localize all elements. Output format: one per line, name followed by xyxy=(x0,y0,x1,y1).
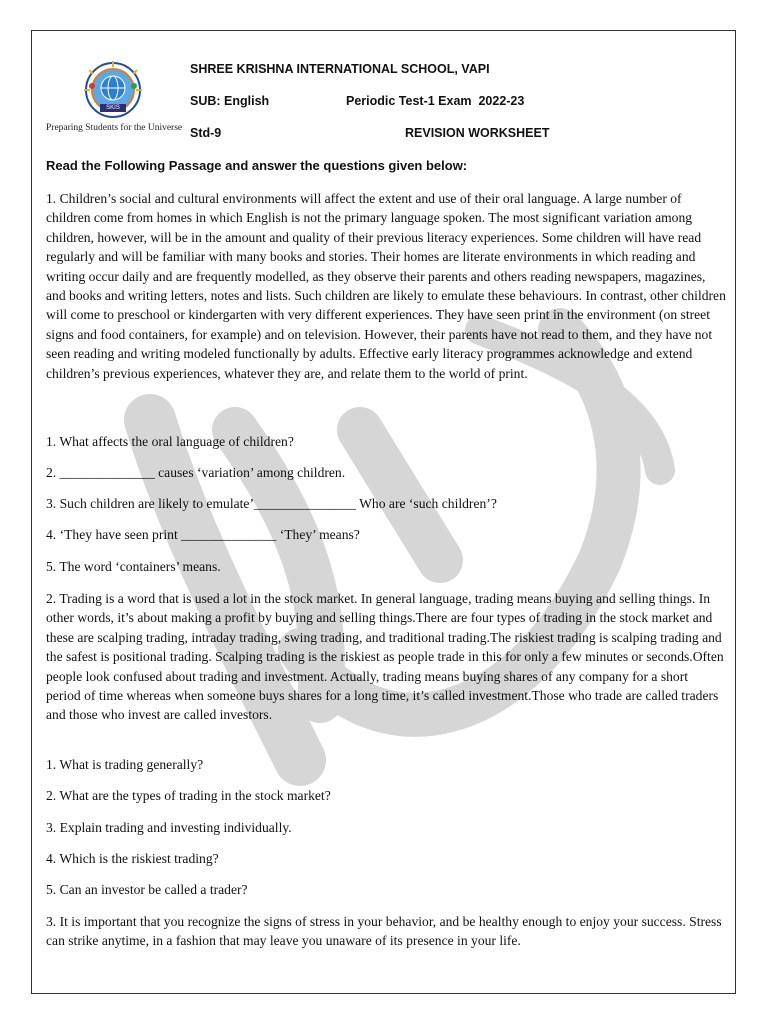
logo-banner-text: SKIS xyxy=(106,105,120,111)
worksheet-title: REVISION WORKSHEET xyxy=(405,126,550,140)
question-item: 1. What is trading generally? xyxy=(46,757,204,772)
question-item: 2. What are the types of trading in the stock market? xyxy=(46,788,331,803)
logo-caption: Preparing Students for the Universe xyxy=(46,123,183,133)
question-item: 4. ‘They have seen print ______________ ‘They’ means? xyxy=(46,527,360,542)
passage-1: 1. Children’s social and cultural environments will affect the extent and use of their oral language. A large number of children come from homes in which English is not the primary language spoken. The most significant variation among children, however, will be in the amount and quality of their previous literacy experiences. Some children will have read regularly and will be familiar with many books and stories. Their homes are literate environments in which reading and writing occur daily and are frequently modelled, as they observe their parents and others reading newspapers, magazines, and books and writing letters, notes and lists. Such children are likely to emulate these behaviours. In contrast, other children will come to preschool or kindergarten with very different experiences. They have seen print in the environment (on street signs and food containers, for example) and on television. However, their parents have not read to them, and they have not seen reading and writing modeled functionally by adults. Effective early literacy programmes acknowledge and extend children’s previous experiences, whatever they are, and relate them to the world of print. xyxy=(46,191,726,381)
question-item: 5. Can an investor be called a trader? xyxy=(46,882,248,897)
question-item: 3. Such children are likely to emulate’_______________ Who are ‘such children’? xyxy=(46,496,497,511)
school-logo xyxy=(46,60,183,138)
question-item: 4. Which is the riskiest trading? xyxy=(46,851,219,866)
question-item: 2. ______________ causes ‘variation’ among children. xyxy=(46,465,346,480)
instruction-heading: Read the Following Passage and answer the questions given below: xyxy=(46,158,468,173)
question-item: 1. What affects the oral language of children? xyxy=(46,434,294,449)
question-item: 3. Explain trading and investing individually. xyxy=(46,820,292,835)
exam-title: Periodic Test-1 Exam 2022-23 xyxy=(346,94,525,108)
school-name: SHREE KRISHNA INTERNATIONAL SCHOOL, VAPI xyxy=(190,62,490,76)
subject-label: SUB: English xyxy=(190,94,270,108)
passage-3: 3. It is important that you recognize the signs of stress in your behavior, and be healthy enough to enjoy your success. Stress can strike anytime, in a fashion that may leave you unaware of its presence in your life. xyxy=(46,914,722,949)
question-item: 5. The word ‘containers’ means. xyxy=(46,559,221,574)
passage-2: 2. Trading is a word that is used a lot in the stock market. In general language, trading means buying and selling things. In other words, it’s about making a profit by buying and selling things.There are four types of trading in the stock market and these are scalping trading, intraday trading, swing trading, and traditional trading.The riskiest trading is scalping trading and the safest is positional trading. Scalping trading is the riskiest as people trade in this for only a few minutes or seconds.Often people look confused about trading and investment. Actually, trading means buying shares of any company for a short period of time whereas when someone buys shares for a long time, it’s called investment.Those who trade are called traders and those who invest are called investors. xyxy=(46,591,724,723)
standard-label: Std-9 xyxy=(190,126,222,140)
